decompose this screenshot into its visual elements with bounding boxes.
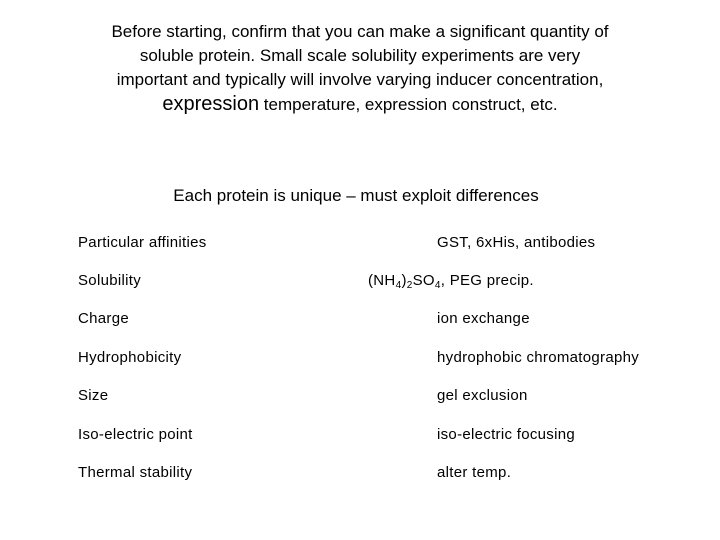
method-label: hydrophobic chromatography <box>437 349 640 366</box>
method-label: alter temp. <box>437 464 512 481</box>
property-label: Particular affinities <box>78 234 207 251</box>
method-label: gel exclusion <box>437 387 528 404</box>
method-label: ion exchange <box>437 310 530 327</box>
formula-part: SO <box>412 272 435 289</box>
table-row <box>0 423 720 447</box>
property-label: Thermal stability <box>78 464 193 481</box>
property-label: Size <box>78 387 109 404</box>
table-row <box>0 307 720 331</box>
intro-emphasis-word: expression <box>162 93 260 115</box>
formula-part: ) <box>401 272 407 289</box>
table-row <box>0 269 720 293</box>
formula-part: (NH <box>368 272 396 289</box>
method-label: GST, 6xHis, antibodies <box>437 234 596 251</box>
formula-subscript: 4 <box>395 280 402 291</box>
method-label: iso-electric focusing <box>437 426 576 443</box>
property-label: Solubility <box>78 272 142 289</box>
table-row <box>0 231 720 255</box>
subtitle: Each protein is unique – must exploit differences <box>173 186 539 205</box>
table-row <box>0 461 720 485</box>
property-label: Hydrophobicity <box>78 349 182 366</box>
intro-line-2: soluble protein. Small scale solubility experiments are very <box>139 46 581 65</box>
property-label: Iso-electric point <box>78 426 193 443</box>
intro-line-3: important and typically will involve varying inducer concentration, <box>116 70 604 89</box>
intro-line-4-rest: temperature, expression construct, etc. <box>259 95 558 114</box>
formula-subscript: 4 <box>434 280 441 291</box>
method-label <box>368 269 534 293</box>
table-row <box>0 384 720 408</box>
formula-subscript: 2 <box>406 280 413 291</box>
table-row <box>0 346 720 370</box>
formula-part: , PEG precip. <box>440 272 534 289</box>
intro-line-1: Before starting, confirm that you can make a significant quantity of <box>111 22 609 41</box>
property-label: Charge <box>78 310 129 327</box>
